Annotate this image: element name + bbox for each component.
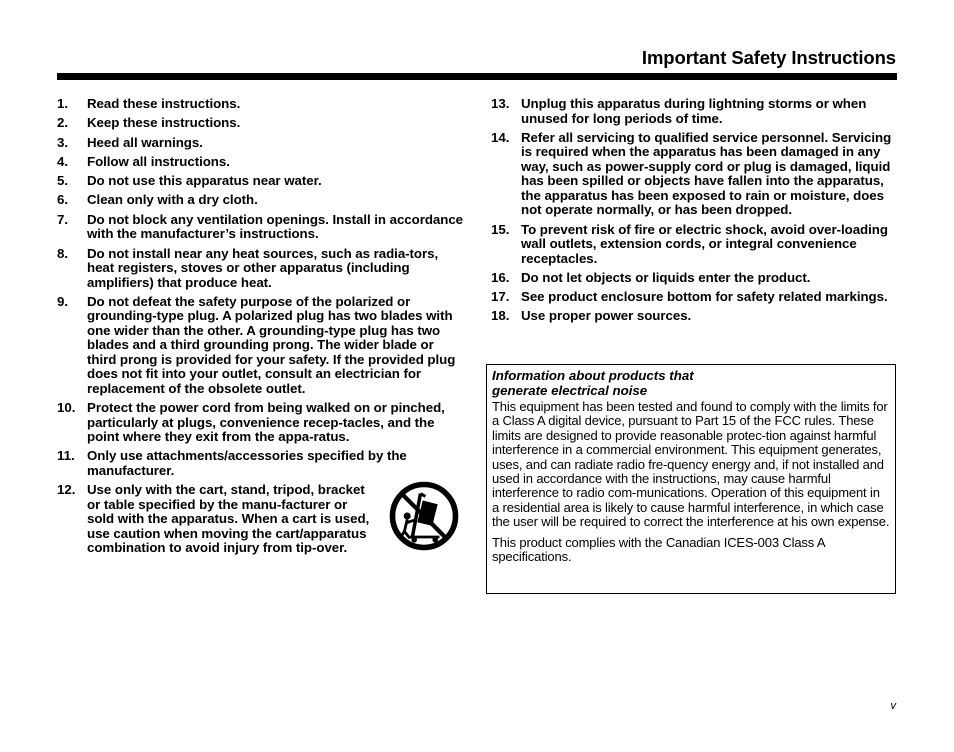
item-text: To prevent risk of fire or electric shock, avoid over-loading wall outlets, extension cords, or integral convenience receptacles. <box>521 221 888 266</box>
item-number: 5. <box>57 173 68 189</box>
item-number: 14. <box>491 129 510 145</box>
safety-list-left <box>57 97 465 556</box>
notice-heading-line: generate electrical noise <box>492 383 648 398</box>
item-number: 13. <box>491 96 510 111</box>
list-item <box>57 193 465 208</box>
item-text: Heed all warnings. <box>87 134 203 150</box>
item-text: Do not use this apparatus near water. <box>87 173 322 189</box>
list-item <box>57 247 465 291</box>
page-number: v <box>890 700 896 712</box>
notice-heading <box>492 368 890 398</box>
notice-heading-line: Information about products that <box>492 368 694 383</box>
item-number: 7. <box>57 211 68 227</box>
list-item <box>491 97 901 126</box>
item-text: Use only with the cart, stand, tripod, bracket or table specified by the manu-facturer or sold with the apparatus. When a cart is used, use caution when moving the cart/apparatus combination to avoid injury from tip-over. <box>87 482 370 556</box>
item-text: Use proper power sources. <box>521 308 692 324</box>
item-text: Unplug this apparatus during lightning storms or when unused for long periods of time. <box>521 96 867 126</box>
item-number: 11. <box>57 448 75 464</box>
item-text: Do not defeat the safety purpose of the polarized or grounding-type plug. A polarized plug has two blades with one wider than the other. A grounding-type plug has two blades and a third grounding prong. The wider blade or third prong is provided for your safety. If the provided plug does not fit into your outlet, consult an electrician for replacement of the obsolete outlet. <box>87 293 456 396</box>
electrical-noise-notice <box>486 364 896 594</box>
list-item <box>57 136 465 151</box>
item-text: Follow all instructions. <box>87 153 230 169</box>
list-item <box>491 309 901 324</box>
title-rule <box>57 73 897 80</box>
list-item <box>57 174 465 189</box>
item-number: 12. <box>57 482 76 498</box>
list-item <box>491 290 901 305</box>
item-text: Do not block any ventilation openings. Install in accordance with the manufacturer’s instructions. <box>87 211 464 242</box>
list-item <box>57 401 465 445</box>
list-item <box>57 97 465 112</box>
item-text: Refer all servicing to qualified service personnel. Servicing is required when the apparatus has been damaged in any way, such as power-supply cord or plug is damaged, liquid has been spilled or objects have fallen into the apparatus, the apparatus has been exposed to rain or moisture, does not operate normally, or has been dropped. <box>521 129 892 218</box>
item-number: 9. <box>57 293 68 309</box>
item-text: Read these instructions. <box>87 96 241 111</box>
item-text: Do not let objects or liquids enter the product. <box>521 269 811 285</box>
item-text: Protect the power cord from being walked on or pinched, particularly at plugs, convenience recep-tacles, and the point where they exit from the appa-ratus. <box>87 400 445 445</box>
list-item <box>57 155 465 170</box>
item-number: 15. <box>491 221 510 237</box>
left-column <box>57 97 465 561</box>
item-number: 4. <box>57 153 68 169</box>
notice-paragraph: This product complies with the Canadian ICES-003 Class A specifications. <box>492 534 825 565</box>
safety-list-right <box>491 97 901 324</box>
list-item <box>491 223 901 267</box>
item-number: 6. <box>57 192 68 208</box>
item-text: Only use attachments/accessories specified by the manufacturer. <box>87 448 407 478</box>
right-column <box>491 97 901 329</box>
list-item <box>57 213 465 242</box>
item-number: 18. <box>491 308 510 324</box>
list-item <box>491 131 901 218</box>
item-text: Clean only with a dry cloth. <box>87 192 258 208</box>
list-item <box>57 116 465 131</box>
item-number: 16. <box>491 269 510 285</box>
item-text: Do not install near any heat sources, such as radia-tors, heat registers, stoves or other apparatus (including amplifiers) that produce heat. <box>87 245 439 290</box>
item-number: 3. <box>57 134 68 150</box>
list-item <box>57 295 465 397</box>
item-number: 10. <box>57 400 76 416</box>
list-item <box>491 271 901 286</box>
item-text: Keep these instructions. <box>87 115 241 131</box>
item-number: 17. <box>491 289 510 305</box>
list-item <box>57 483 465 556</box>
item-text: See product enclosure bottom for safety related markings. <box>521 289 888 305</box>
list-item <box>57 449 465 478</box>
cart-tip-over-warning-icon <box>389 481 459 551</box>
item-number: 8. <box>57 245 68 261</box>
notice-paragraph: This equipment has been tested and found to comply with the limits for a Class A digital device, pursuant to Part 15 of the FCC rules. These limits are designed to provide reasonable protec-tion against harmful interference in a commercial environment. This equipment generates, uses, and can radiate radio fre-quency energy and, if not installed and used in accordance with the instructions, may cause harmful interference to radio com-munications. Operation of this equipment in a residential area is likely to cause harmful interference, in which case the user will be required to correct the interference at his own expense. <box>492 399 890 530</box>
item-number: 2. <box>57 115 68 131</box>
page-title: Important Safety Instructions <box>641 47 896 68</box>
item-number: 1. <box>57 96 68 111</box>
